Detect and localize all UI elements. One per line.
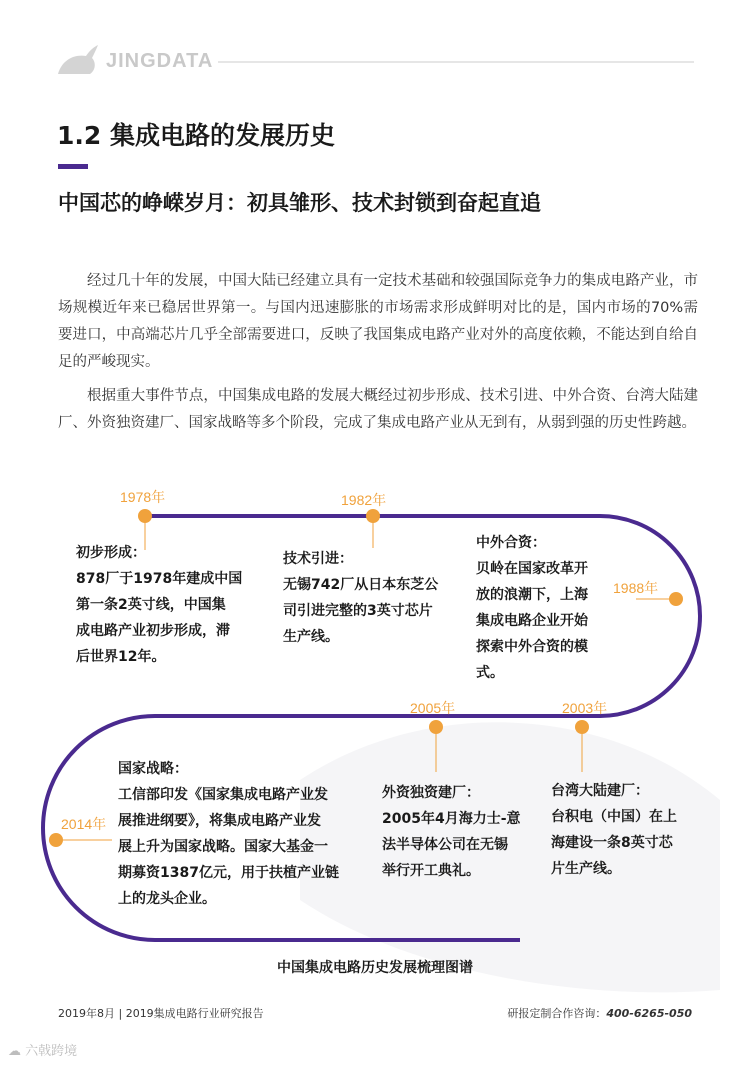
node-1982 <box>366 509 380 523</box>
contact-label: 研报定制合作咨询： <box>507 1007 607 1020</box>
year-label-2003: 2003年 <box>562 700 608 716</box>
node-1988 <box>669 592 683 606</box>
event-title: 中外合资： <box>476 535 546 551</box>
timeline-caption: 中国集成电路历史发展梳理图谱 <box>277 960 473 976</box>
section-title: 1.2 集成电路的发展历史 <box>57 121 335 150</box>
section-subtitle: 中国芯的峥嵘岁月：初具雏形、技术封锁到奋起直追 <box>58 191 541 215</box>
event-title: 国家战略： <box>118 761 188 777</box>
year-label-2005: 2005年 <box>410 700 456 716</box>
node-2005 <box>429 720 443 734</box>
paragraph-2: 根据重大事件节点，中国集成电路的发展大概经过初步形成、技术引进、中外合资、台湾大陆建厂、外资独资建厂、国家战略等多个阶段，完成了集成电路产业从无到有，从弱到强的历史性跨越。 <box>58 388 699 431</box>
footer-contact <box>507 1005 692 1021</box>
event-2014: 国家战略： 工信部印发《国家集成电路产业发 展推进纲要》，将集成电路产业发 展上升为国家战略。国家大基金一 期募资1387亿元，用于扶植产业链 上的龙头企业。 <box>118 756 368 912</box>
year-label-1978: 1978年 <box>120 489 166 505</box>
watermark-text: 六戟跨境 <box>25 1044 78 1059</box>
event-1982: 技术引进： 无锡742厂从日本东芝公 司引进完整的3英寸芯片 生产线。 <box>283 546 473 650</box>
contact-phone: 400-6265-050 <box>606 1007 692 1020</box>
node-1978 <box>138 509 152 523</box>
event-1988: 中外合资： 贝岭在国家改革开 放的浪潮下，上海 集成电路企业开始 探索中外合资的模 式。 <box>476 530 626 686</box>
paragraph-1: 经过几十年的发展，中国大陆已经建立具有一定技术基础和较强国际竞争力的集成电路产业，市场规模近年来已稳居世界第一。与国内迅速膨胀的市场需求形成鲜明对比的是，国内市场的70%需要进口，中高端芯片几乎全部需要进口，反映了我国集成电路产业对外的高度依赖，不能达到自给自足的严峻现实。 <box>58 273 699 370</box>
footer-report-info: 2019年8月 | 2019集成电路行业研究报告 <box>58 1007 264 1020</box>
event-2005: 外资独资建厂： 2005年4月海力士-意 法半导体公司在无锡 举行开工典礼。 <box>382 780 552 884</box>
year-label-1982: 1982年 <box>341 492 387 508</box>
node-2014 <box>49 833 63 847</box>
event-title: 技术引进： <box>283 551 353 567</box>
event-title: 外资独资建厂： <box>382 785 480 801</box>
event-1978: 初步形成： 878厂于1978年建成中国 第一条2英寸线，中国集 成电路产业初步形成，滞 后世界12年。 <box>76 540 266 670</box>
watermark-icon: ☁ <box>8 1044 26 1059</box>
event-title: 初步形成： <box>76 545 146 561</box>
watermark <box>8 1040 77 1059</box>
brand-name: JINGDATA <box>106 50 214 72</box>
event-title: 台湾大陆建厂： <box>551 783 649 799</box>
node-2003 <box>575 720 589 734</box>
event-2003: 台湾大陆建厂： 台积电（中国）在上 海建设一条8英寸芯 片生产线。 <box>551 778 711 882</box>
year-label-1988: 1988年 <box>613 580 659 596</box>
year-label-2014: 2014年 <box>61 816 107 832</box>
